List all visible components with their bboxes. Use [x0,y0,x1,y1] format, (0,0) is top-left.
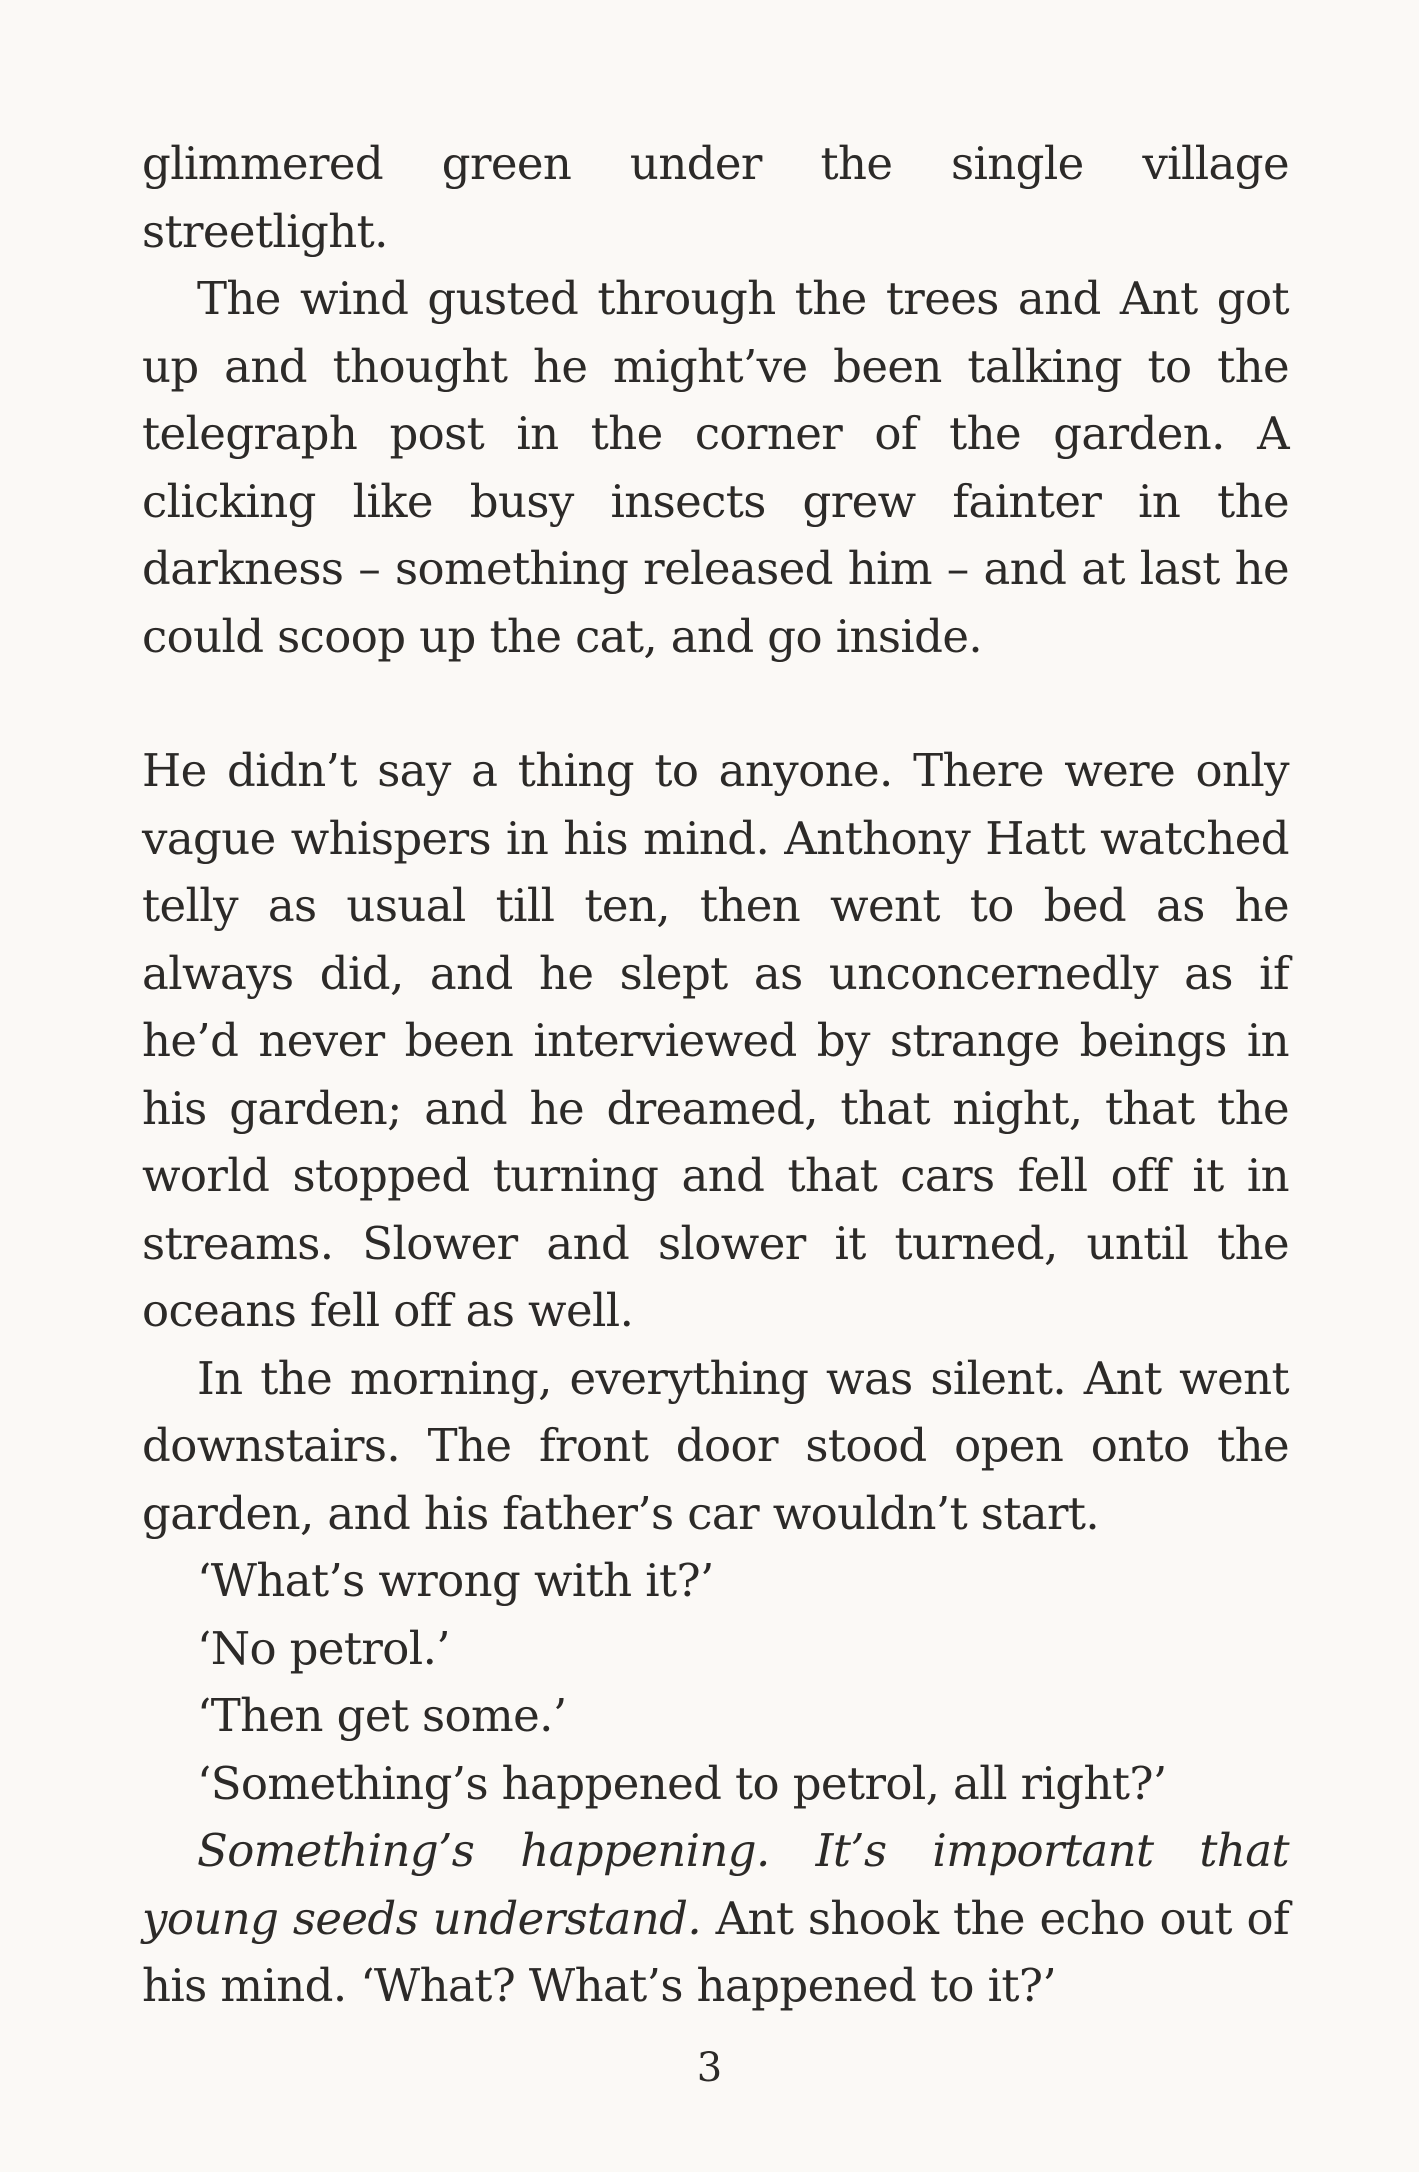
dialogue-line-1: ‘What’s wrong with it?’ [197,1554,714,1607]
paragraph-1: glimmered green under the single village streetlight. [142,137,1289,258]
paragraph-4: In the morning, everything was silent. Ant went downstairs. The front door stood open onto the garden, and his father’s car wouldn’t start. [142,1351,1289,1540]
dialogue-line-2: ‘No petrol.’ [197,1621,451,1675]
dialogue-line-4: ‘Something’s happened to petrol, all right?’ [197,1756,1167,1810]
body-text [142,130,1289,2020]
paragraph-3: He didn’t say a thing to anyone. There were only vague whispers in his mind. Anthony Hatt watched telly as usual till ten, then went to bed as he always did, and he slept as unconcernedly as if he’d never been interviewed by strange beings in his garden; and he dreamed, that night, that the world stopped turning and that cars fell off it in streams. Slower and slower it turned, until the oceans fell off as well. [142,744,1289,1337]
italic-thought: Something’s happening. It’s important that young seeds understand. [142,1824,1289,1945]
paragraph-final-text: Ant shook the echo out of his mind. ‘What? What’s happened to it?’ [142,1891,1289,2012]
dialogue-line-3: ‘Then get some.’ [197,1689,567,1742]
paragraph-final [142,1817,1289,2020]
paragraph-2: The wind gusted through the trees and Ant got up and thought he might’ve been talking to the telegraph post in the corner of the garden. A clicking like busy insects grew fainter in the darkness – something released him – and at last he could scoop up the cat, and go inside. [142,272,1289,663]
page-number: 3 [696,2045,723,2091]
